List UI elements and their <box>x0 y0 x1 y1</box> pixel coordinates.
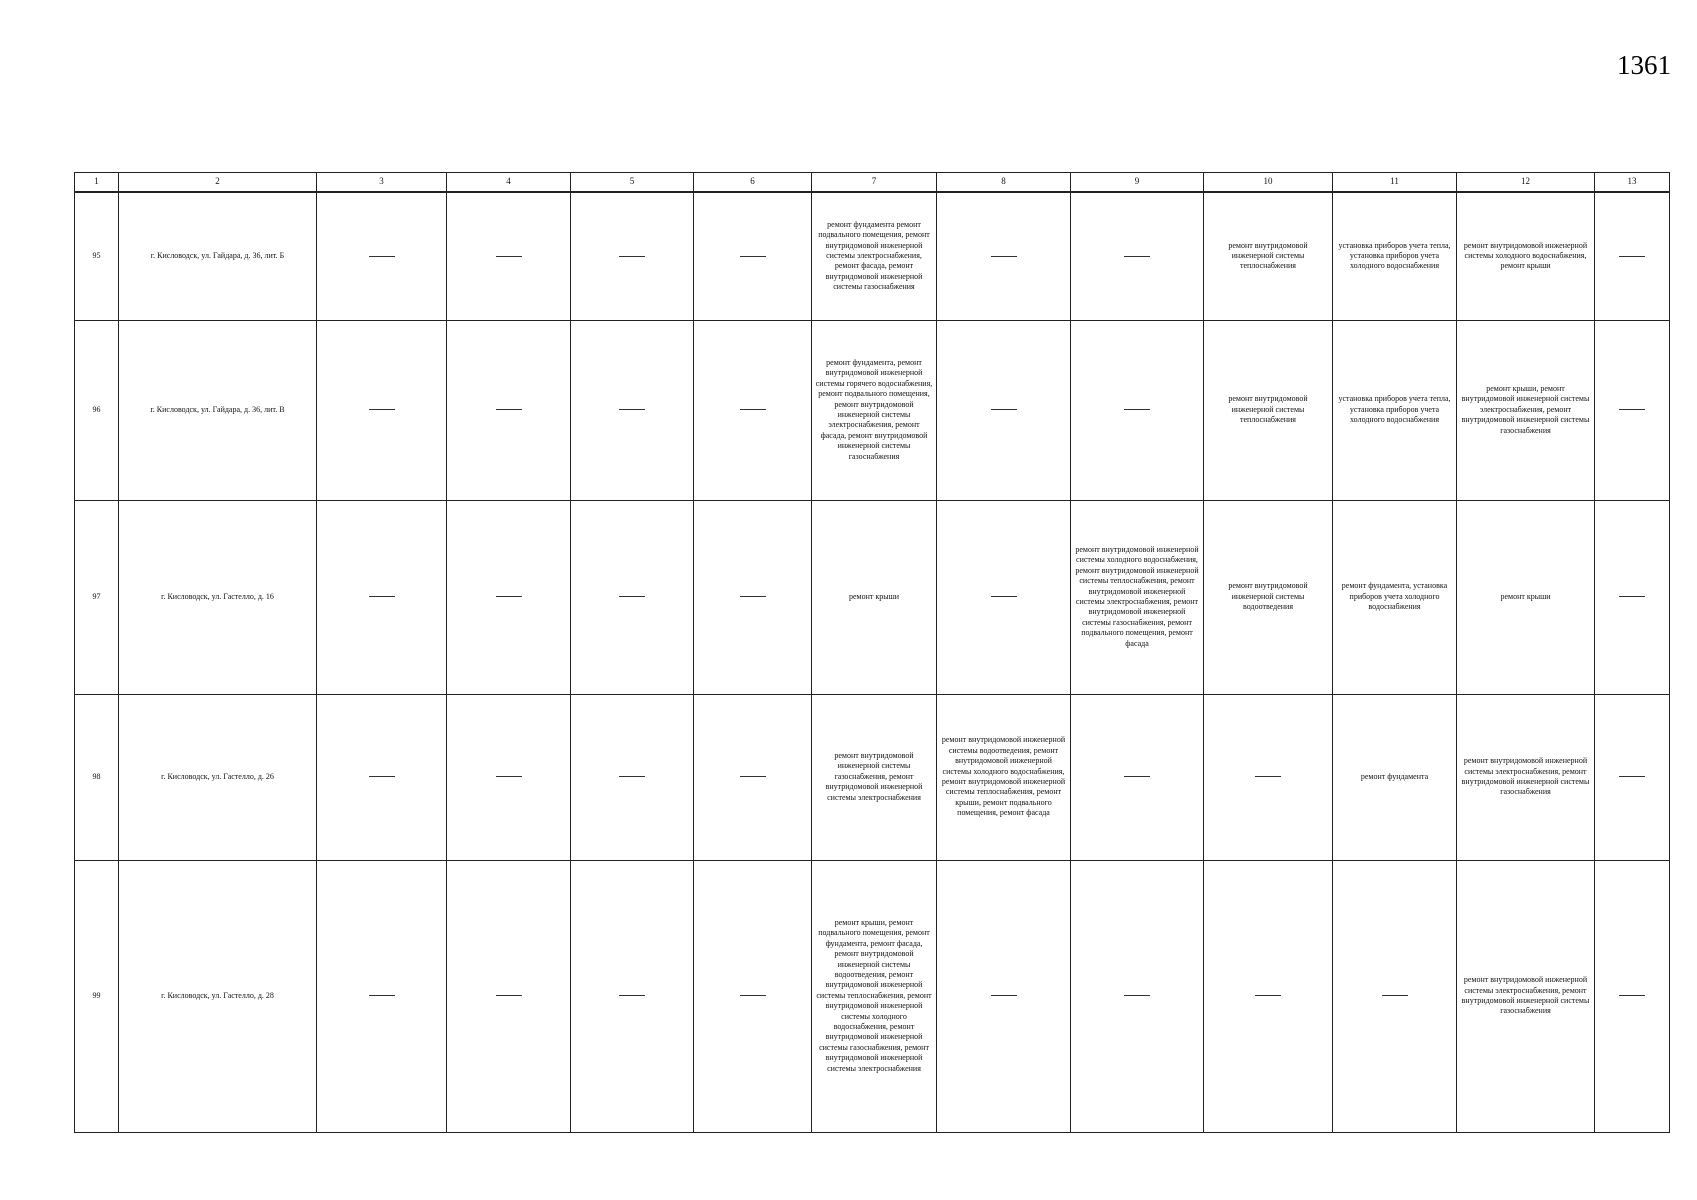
repair-schedule-table <box>74 172 1670 1133</box>
column-header: 1 <box>75 173 119 193</box>
cell-col-5 <box>571 192 694 320</box>
dash-mark <box>619 256 645 257</box>
cell-col-6 <box>694 860 812 1132</box>
dash-mark <box>740 596 766 597</box>
dash-mark <box>740 256 766 257</box>
address-cell: г. Кисловодск, ул. Гастелло, д. 26 <box>119 694 317 860</box>
table-row <box>75 500 1670 694</box>
cell-col-7: ремонт внутридомовой инженерной системы газоснабжения, ремонт внутридомовой инженерной системы электроснабжения <box>812 694 937 860</box>
dash-mark <box>496 776 522 777</box>
table-row <box>75 320 1670 500</box>
table-row <box>75 694 1670 860</box>
cell-col-12: ремонт внутридомовой инженерной системы электроснабжения, ремонт внутридомовой инженерной системы газоснабжения <box>1457 694 1595 860</box>
dash-mark <box>496 256 522 257</box>
dash-mark <box>991 995 1017 996</box>
row-number: 95 <box>75 192 119 320</box>
column-header: 13 <box>1595 173 1670 193</box>
dash-mark <box>619 409 645 410</box>
row-number: 98 <box>75 694 119 860</box>
column-header: 10 <box>1204 173 1333 193</box>
cell-col-3 <box>317 500 447 694</box>
column-header: 9 <box>1071 173 1204 193</box>
dash-mark <box>1382 995 1408 996</box>
cell-col-7: ремонт фундамента ремонт подвального помещения, ремонт внутридомовой инженерной системы электроснабжения, ремонт фасада, ремонт внутридомовой инженерной системы газоснабжения <box>812 192 937 320</box>
cell-col-8 <box>937 860 1071 1132</box>
column-header: 11 <box>1333 173 1457 193</box>
column-header: 12 <box>1457 173 1595 193</box>
cell-col-10 <box>1204 694 1333 860</box>
row-number: 97 <box>75 500 119 694</box>
dash-mark <box>991 596 1017 597</box>
cell-col-3 <box>317 860 447 1132</box>
cell-col-8 <box>937 192 1071 320</box>
cell-col-11: ремонт фундамента <box>1333 694 1457 860</box>
cell-col-11: ремонт фундамента, установка приборов учета холодного водоснабжения <box>1333 500 1457 694</box>
page-number: 1361 <box>1617 50 1671 80</box>
cell-col-3 <box>317 192 447 320</box>
cell-col-13 <box>1595 694 1670 860</box>
dash-mark <box>991 256 1017 257</box>
dash-mark <box>1124 995 1150 996</box>
cell-col-7: ремонт крыши <box>812 500 937 694</box>
dash-mark <box>619 596 645 597</box>
cell-col-12: ремонт крыши, ремонт внутридомовой инженерной системы электроснабжения, ремонт внутридомовой инженерной системы газоснабжения <box>1457 320 1595 500</box>
dash-mark <box>991 409 1017 410</box>
cell-col-7: ремонт фундамента, ремонт внутридомовой инженерной системы горячего водоснабжения, ремонт подвального помещения, ремонт внутридомовой инженерной системы электроснабжения, ремонт фасада, ремонт внутридомовой инженерной системы газоснабжения <box>812 320 937 500</box>
cell-col-3 <box>317 694 447 860</box>
dash-mark <box>1124 409 1150 410</box>
dash-mark <box>496 596 522 597</box>
cell-col-11: установка приборов учета тепла, установка приборов учета холодного водоснабжения <box>1333 320 1457 500</box>
dash-mark <box>369 995 395 996</box>
dash-mark <box>1124 776 1150 777</box>
column-header: 2 <box>119 173 317 193</box>
cell-col-12: ремонт внутридомовой инженерной системы электроснабжения, ремонт внутридомовой инженерной системы газоснабжения <box>1457 860 1595 1132</box>
dash-mark <box>1619 596 1645 597</box>
cell-col-4 <box>447 500 571 694</box>
cell-col-4 <box>447 320 571 500</box>
column-header: 3 <box>317 173 447 193</box>
dash-mark <box>496 409 522 410</box>
column-header: 4 <box>447 173 571 193</box>
dash-mark <box>369 409 395 410</box>
column-number-row <box>75 173 1670 193</box>
dash-mark <box>619 995 645 996</box>
cell-col-5 <box>571 320 694 500</box>
dash-mark <box>1619 256 1645 257</box>
cell-col-6 <box>694 320 812 500</box>
column-header: 6 <box>694 173 812 193</box>
row-number: 96 <box>75 320 119 500</box>
dash-mark <box>1255 776 1281 777</box>
cell-col-12: ремонт внутридомовой инженерной системы холодного водоснабжения, ремонт крыши <box>1457 192 1595 320</box>
dash-mark <box>1255 995 1281 996</box>
dash-mark <box>369 256 395 257</box>
cell-col-13 <box>1595 320 1670 500</box>
cell-col-3 <box>317 320 447 500</box>
dash-mark <box>369 776 395 777</box>
column-header: 7 <box>812 173 937 193</box>
cell-col-9 <box>1071 694 1204 860</box>
cell-col-13 <box>1595 860 1670 1132</box>
cell-col-11 <box>1333 860 1457 1132</box>
cell-col-10: ремонт внутридомовой инженерной системы теплоснабжения <box>1204 320 1333 500</box>
cell-col-9: ремонт внутридомовой инженерной системы холодного водоснабжения, ремонт внутридомовой инженерной системы теплоснабжения, ремонт внутридомовой инженерной системы электроснабжения, ремонт внутридомовой инженерной системы газоснабжения, ремонт подвального помещения, ремонт фасада <box>1071 500 1204 694</box>
cell-col-4 <box>447 860 571 1132</box>
dash-mark <box>1619 409 1645 410</box>
cell-col-13 <box>1595 192 1670 320</box>
cell-col-8 <box>937 500 1071 694</box>
cell-col-5 <box>571 500 694 694</box>
cell-col-10: ремонт внутридомовой инженерной системы водоотведения <box>1204 500 1333 694</box>
table-row <box>75 192 1670 320</box>
dash-mark <box>740 995 766 996</box>
cell-col-6 <box>694 192 812 320</box>
cell-col-8: ремонт внутридомовой инженерной системы водоотведения, ремонт внутридомовой инженерной системы холодного водоснабжения, ремонт внутридомовой инженерной системы теплоснабжения, ремонт крыши, ремонт подвального помещения, ремонт фасада <box>937 694 1071 860</box>
column-header: 5 <box>571 173 694 193</box>
dash-mark <box>1619 776 1645 777</box>
address-cell: г. Кисловодск, ул. Гайдара, д. 36, лит. Б <box>119 192 317 320</box>
cell-col-4 <box>447 694 571 860</box>
cell-col-5 <box>571 694 694 860</box>
address-cell: г. Кисловодск, ул. Гайдара, д. 36, лит. В <box>119 320 317 500</box>
cell-col-11: установка приборов учета тепла, установка приборов учета холодного водоснабжения <box>1333 192 1457 320</box>
dash-mark <box>496 995 522 996</box>
dash-mark <box>619 776 645 777</box>
dash-mark <box>740 776 766 777</box>
row-number: 99 <box>75 860 119 1132</box>
cell-col-4 <box>447 192 571 320</box>
cell-col-8 <box>937 320 1071 500</box>
dash-mark <box>740 409 766 410</box>
cell-col-9 <box>1071 320 1204 500</box>
cell-col-7: ремонт крыши, ремонт подвального помещения, ремонт фундамента, ремонт фасада, ремонт внутридомовой инженерной системы водоотведения, ремонт внутридомовой инженерной системы теплоснабжения, ремонт внутридомовой инженерной системы холодного водоснабжения, ремонт внутридомовой инженерной системы газоснабжения, ремонт внутридомовой инженерной системы электроснабжения <box>812 860 937 1132</box>
address-cell: г. Кисловодск, ул. Гастелло, д. 28 <box>119 860 317 1132</box>
cell-col-9 <box>1071 860 1204 1132</box>
cell-col-10: ремонт внутридомовой инженерной системы теплоснабжения <box>1204 192 1333 320</box>
address-cell: г. Кисловодск, ул. Гастелло, д. 16 <box>119 500 317 694</box>
cell-col-12: ремонт крыши <box>1457 500 1595 694</box>
dash-mark <box>1619 995 1645 996</box>
column-header: 8 <box>937 173 1071 193</box>
cell-col-10 <box>1204 860 1333 1132</box>
dash-mark <box>1124 256 1150 257</box>
dash-mark <box>369 596 395 597</box>
table-row <box>75 860 1670 1132</box>
cell-col-9 <box>1071 192 1204 320</box>
cell-col-5 <box>571 860 694 1132</box>
cell-col-6 <box>694 694 812 860</box>
cell-col-13 <box>1595 500 1670 694</box>
cell-col-6 <box>694 500 812 694</box>
